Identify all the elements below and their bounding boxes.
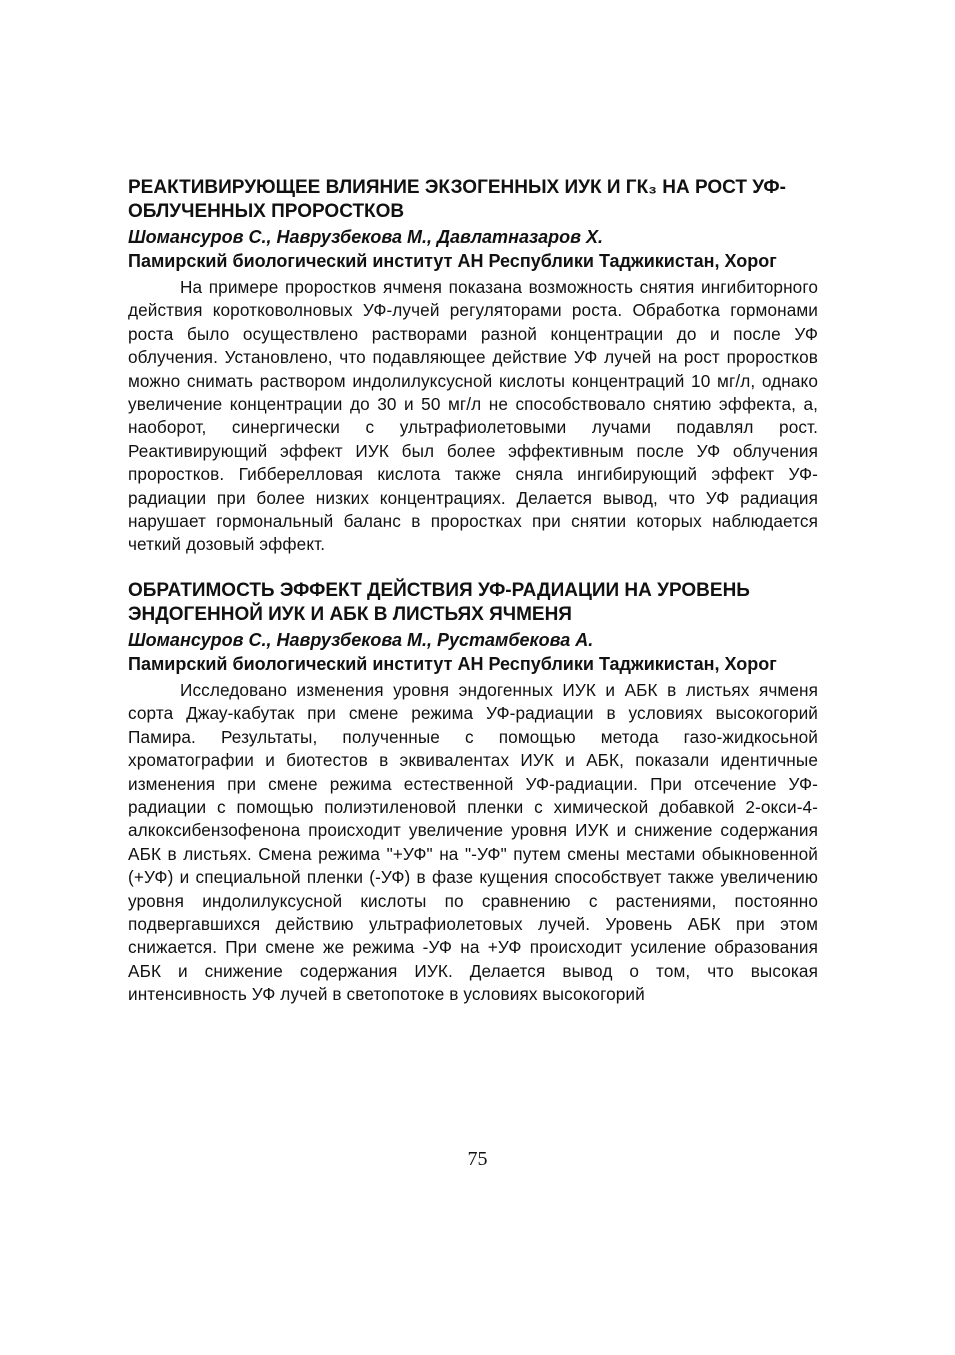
page-number: 75 xyxy=(467,1148,488,1170)
article-authors: Шомансуров С., Наврузбекова М., Давлатназаров Х. xyxy=(128,227,604,247)
page-content xyxy=(128,176,818,1007)
article-body: На примере проростков ячменя показана возможность снятия ингибиторного действия коротковолновых УФ-лучей регуляторами роста. Обработка гормонами роста было осуществлено растворами разной концентрации до и после УФ облучения. Установлено, что подавляющее действие УФ лучей на рост проростков можно снимать раствором индолилуксусной кислоты концентраций 10 мг/л, однако увеличение концентрации до 30 и 50 мг/л не способствовало снятию эффекта, а, наоборот, синергически с ультрафиолетовыми лучами подавлял рост. Реактивирующий эффект ИУК был более эффективным после УФ облучения проростков. Гибберелловая кислота также сняла ингибирующий эффект УФ-радиации при более низких концентрациях. Делается вывод, что УФ радиация нарушает гормональный баланс в проростках при снятии которых наблюдается четкий дозовый эффект. xyxy=(128,277,818,555)
article-affiliation: Памирский биологический институт АН Республики Таджикистан, Хорог xyxy=(128,653,777,674)
article-2 xyxy=(128,579,818,1007)
article-authors: Шомансуров С., Наврузбекова М., Рустамбекова А. xyxy=(128,629,594,650)
article-1 xyxy=(128,176,818,557)
article-title: ОБРАТИМОСТЬ ЭФФЕКТ ДЕЙСТВИЯ УФ-РАДИАЦИИ НА УРОВЕНЬ ЭНДОГЕННОЙ ИУК И АБК В ЛИСТЬЯХ ЯЧМЕНЯ xyxy=(128,579,750,625)
article-title: РЕАКТИВИРУЮЩЕЕ ВЛИЯНИЕ ЭКЗОГЕННЫХ ИУК И ГК₃ НА РОСТ УФ-ОБЛУЧЕННЫХ ПРОРОСТКОВ xyxy=(128,177,786,222)
article-body: Исследовано изменения уровня эндогенных ИУК и АБК в листьях ячменя сорта Джау-кабутак при смене режима УФ-радиации в условиях высокогорий Памира. Результаты, полученные с помощью метода газо-жидкосьной хроматографии и биотестов в эквивалентах ИУК и АБК, показали идентичные изменения при смене режима естественной УФ-радиации. При отсечение УФ-радиации с помощью полиэтиленовой пленки с химической добавкой 2-окси-4-алкоксибензофенона происходит увеличение уровня ИУК и снижение содержания АБК в листьях. Смена режима "+УФ" на "-УФ" путем смены местами обыкновенной (+УФ) и специальной пленки (-УФ) в фазе кущения способствует также увеличению уровня индолилуксусной кислоты по сравнению с растениями, постоянно подвергавшихся действию ультрафиолетовых лучей. Уровень АБК при этом снижается. При смене же режима -УФ на +УФ происходит усиление образования АБК и снижение содержания ИУК. Делается вывод о том, что высокая интенсивность УФ лучей в светопотоке в условиях высокогорий xyxy=(128,679,818,1005)
article-affiliation: Памирский биологический институт АН Республики Таджикистан, Хорог xyxy=(128,251,777,271)
